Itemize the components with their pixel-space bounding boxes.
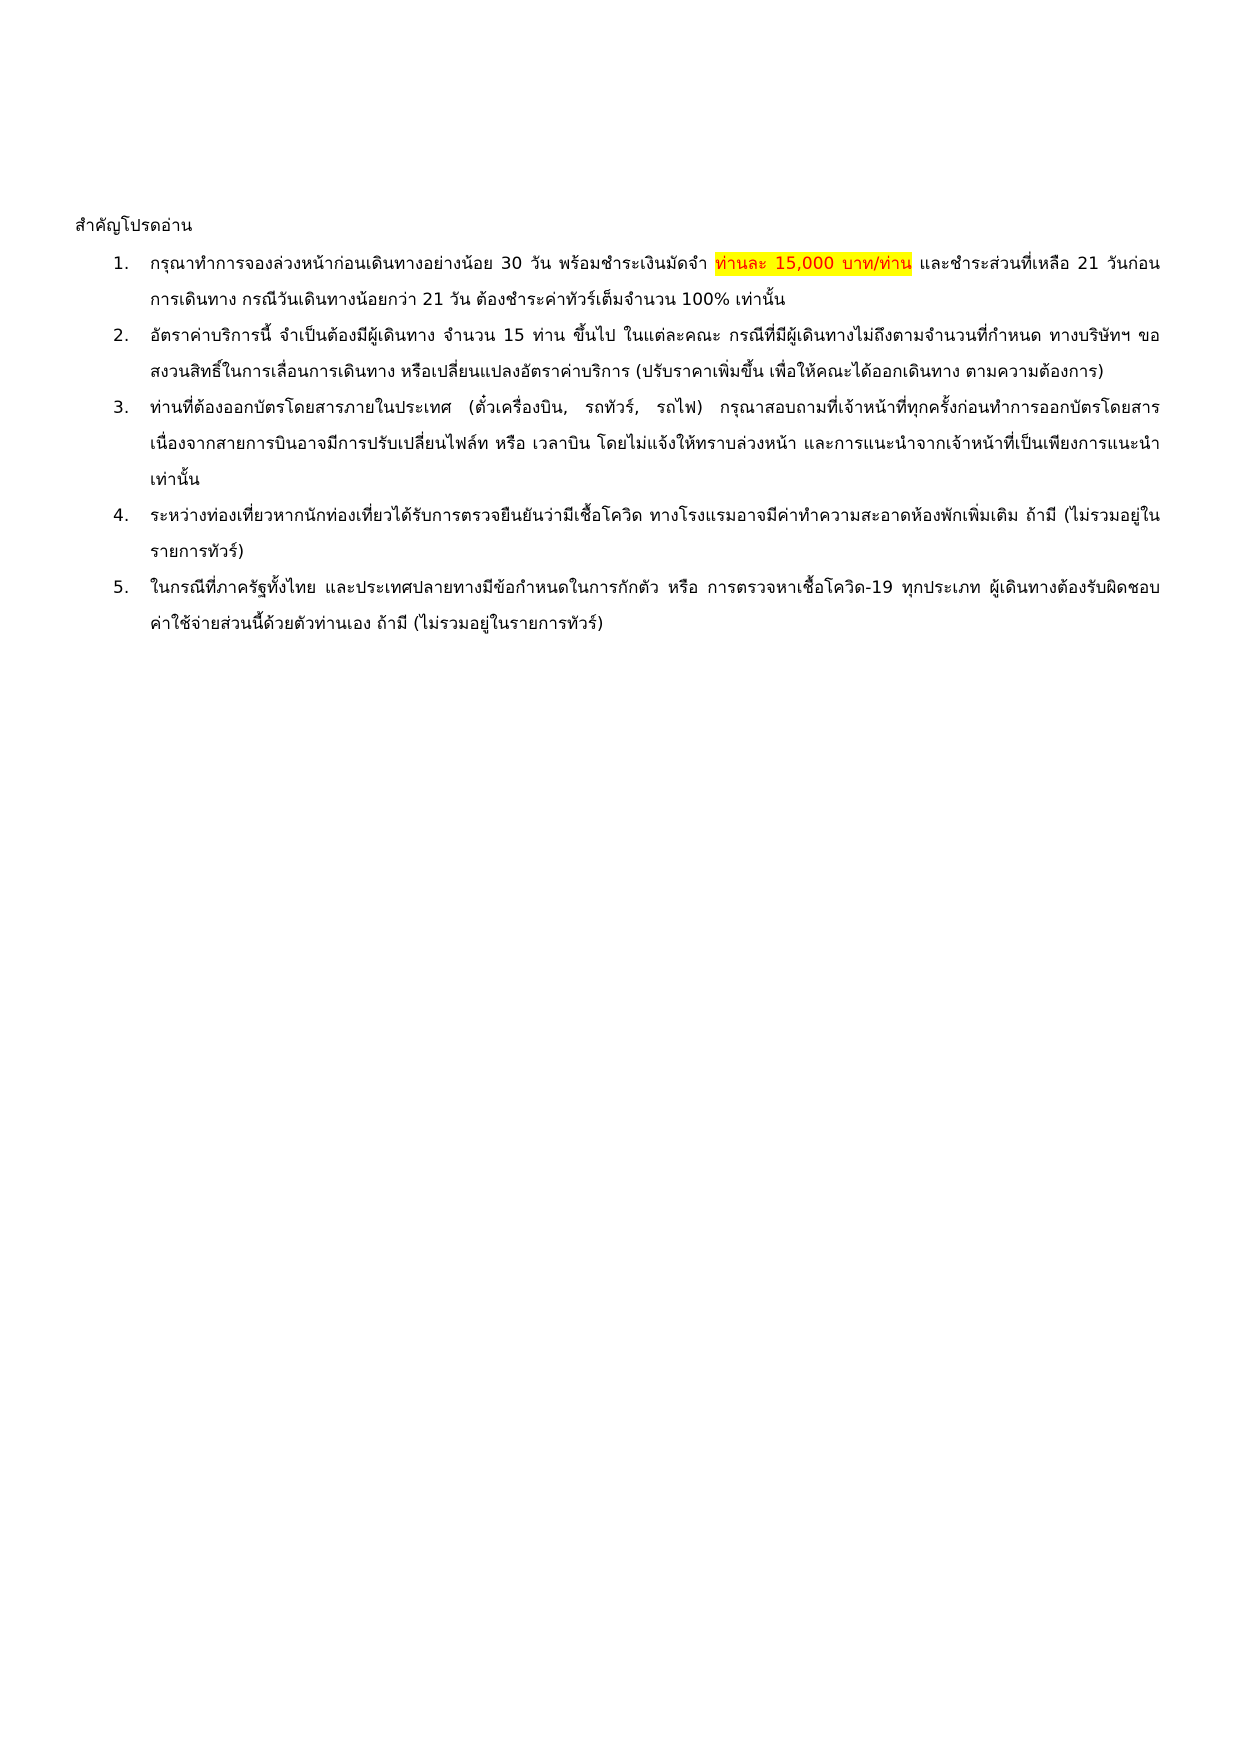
term-item-2 — [75, 318, 1160, 390]
term-item-1 — [75, 246, 1160, 318]
term-number: 4. — [113, 506, 130, 526]
term-item-5 — [75, 570, 1160, 642]
term-text: ระหว่างท่องเที่ยวหากนักท่องเที่ยวได้รับการตรวจยืนยันว่ามีเชื้อโควิด ทางโรงแรมอาจมีค่าทำความสะอาดห้องพักเพิ่มเติม ถ้ามี (ไม่รวมอยู่ในรายการทัวร์) — [150, 506, 1160, 562]
term-text: ท่านที่ต้องออกบัตรโดยสารภายในประเทศ (ตั๋วเครื่องบิน, รถทัวร์, รถไฟ) กรุณาสอบถามที่เจ้าหน้าที่ทุกครั้งก่อนทำการออกบัตรโดยสาร เนื่องจากสายการบินอาจมีการปรับเปลี่ยนไฟล์ท หรือ เวลาบิน โดยไม่แจ้งให้ทราบล่วงหน้า และการแนะนำจากเจ้าหน้าที่เป็นเพียงการแนะนำเท่านั้น — [150, 398, 1160, 490]
term-number: 5. — [113, 578, 130, 598]
term-text-before-highlight: กรุณาทำการจองล่วงหน้าก่อนเดินทางอย่างน้อย 30 วัน พร้อมชำระเงินมัดจำ — [150, 254, 716, 274]
deposit-highlight: ท่านละ 15,000 บาท/ท่าน — [715, 254, 912, 274]
term-item-3 — [75, 390, 1160, 498]
term-text: อัตราค่าบริการนี้ จำเป็นต้องมีผู้เดินทาง จำนวน 15 ท่าน ขึ้นไป ในแต่ละคณะ กรณีที่มีผู้เดินทางไม่ถึงตามจำนวนที่กำหนด ทางบริษัทฯ ขอสงวนสิทธิ์ในการเลื่อนการเดินทาง หรือเปลี่ยนแปลงอัตราค่าบริการ (ปรับราคาเพิ่มขึ้น เพื่อให้คณะได้ออกเดินทาง ตามความต้องการ) — [150, 326, 1160, 382]
term-text — [150, 252, 1160, 310]
term-text-after-highlight: และชำระส่วนที่เหลือ 21 วันก่อนการเดินทาง กรณีวันเดินทางน้อยกว่า 21 วัน ต้องชำระค่าทัวร์เต็มจำนวน 100% เท่านั้น — [150, 254, 1161, 310]
terms-list — [75, 246, 1160, 642]
term-text: ในกรณีที่ภาครัฐทั้งไทย และประเทศปลายทางมีข้อกำหนดในการกักตัว หรือ การตรวจหาเชื้อโควิด-19 ทุกประเภท ผู้เดินทางต้องรับผิดชอบค่าใช้จ่ายส่วนนี้ด้วยตัวท่านเอง ถ้ามี (ไม่รวมอยู่ในรายการทัวร์) — [150, 578, 1160, 634]
important-notice — [75, 208, 1160, 642]
term-number: 1. — [113, 254, 130, 274]
term-number: 3. — [113, 398, 130, 418]
term-item-4 — [75, 498, 1160, 570]
term-number: 2. — [113, 326, 130, 346]
notice-title: สำคัญโปรดอ่าน — [75, 216, 193, 236]
